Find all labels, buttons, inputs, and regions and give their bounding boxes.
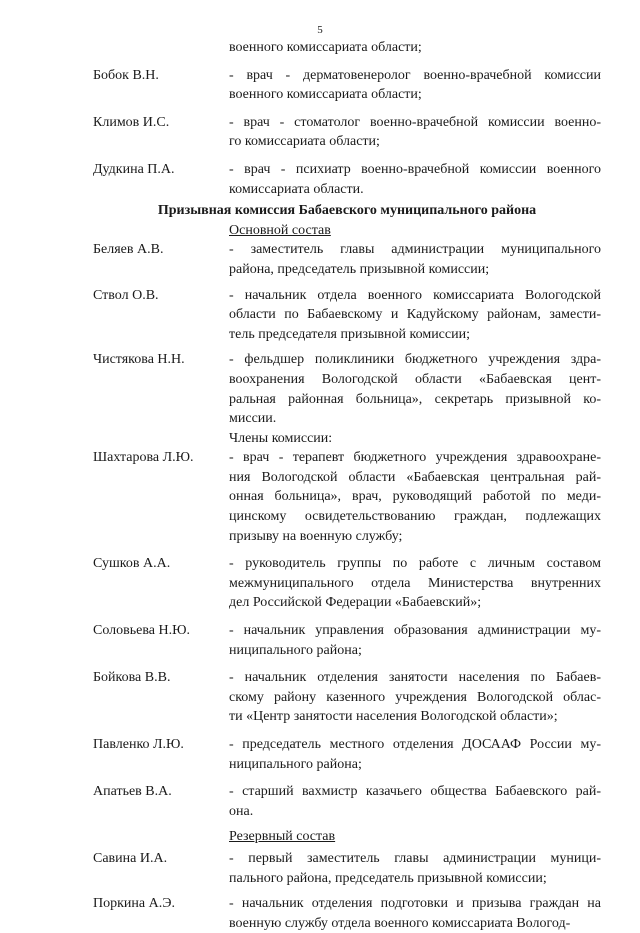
subsection-heading-text: Резервный состав: [229, 829, 336, 845]
role-line: она.: [229, 803, 254, 819]
member-name: Сушков А.А.: [93, 556, 171, 572]
member-role: [229, 66, 601, 105]
member-role: [229, 735, 601, 774]
role-line: комиссариата области.: [229, 181, 364, 197]
member-role: [229, 849, 601, 888]
role-line: межмуниципального отдела Министерства внутренних: [229, 575, 601, 591]
member-entry: [93, 849, 601, 888]
role-line: цинскому освидетельствованию граждан, подлежащих: [229, 509, 601, 525]
member-role: [229, 448, 601, 546]
role-line: скому району казенного учреждения Вологодской облас-: [229, 689, 601, 705]
section-title: Призывная комиссия Бабаевского муниципального района: [157, 203, 537, 219]
role-line: военного комиссариата области;: [229, 40, 422, 55]
member-role: [229, 894, 601, 933]
member-entry: [93, 894, 601, 933]
member-role: [229, 38, 601, 58]
member-role: [229, 350, 601, 428]
role-line: ти «Центр занятости населения Вологодской области»;: [229, 709, 558, 725]
role-line: - врач - психиатр военно-врачебной комиссии военного: [229, 161, 601, 177]
role-line: - начальник управления образования администрации му-: [229, 623, 601, 639]
role-line: ниципального района;: [229, 642, 362, 658]
member-entry: [93, 113, 601, 152]
member-name: Чистякова Н.Н.: [93, 352, 185, 368]
member-name: Ствол О.В.: [93, 287, 159, 303]
member-name: Шахтарова Л.Ю.: [93, 450, 194, 466]
member-name: Апатьев В.А.: [93, 784, 172, 800]
role-line: воохранения Вологодской области «Бабаевская цент-: [229, 371, 601, 387]
role-line: дел Российской Федерации «Бабаевский»;: [229, 595, 482, 611]
member-name: Соловьева Н.Ю.: [93, 623, 190, 639]
member-entry: [93, 38, 601, 58]
role-line: ниципального района;: [229, 756, 362, 772]
subsection-heading: [93, 429, 601, 449]
role-line: - старший вахмистр казачьего общества Бабаевского рай-: [229, 784, 601, 800]
role-line: го комиссариата области;: [229, 134, 380, 150]
document-body: [93, 38, 601, 933]
role-line: пального района, председатель призывной комиссии;: [229, 870, 547, 886]
member-entry: [93, 782, 601, 821]
subsection-heading-text: Члены комиссии:: [229, 430, 333, 446]
member-name: Павленко Л.Ю.: [93, 737, 184, 752]
member-name: Бобок В.Н.: [93, 67, 159, 83]
member-role: [229, 782, 601, 821]
member-entry: [93, 621, 601, 660]
member-role: [229, 668, 601, 727]
role-line: - первый заместитель главы администрации муници-: [229, 850, 601, 866]
member-name: Бойкова В.В.: [93, 670, 171, 686]
role-line: - начальник отдела военного комиссариата Вологодской: [229, 287, 601, 303]
role-line: - заместитель главы администрации муниципального: [229, 242, 601, 258]
role-line: онная больница», врач, руководящий работой по меди-: [229, 489, 601, 505]
member-name: Климов И.С.: [93, 114, 170, 130]
member-entry: [93, 286, 601, 345]
role-line: - председатель местного отделения ДОСААФ России му-: [229, 737, 601, 752]
role-line: области по Бабаевскому и Кадуйскому районам, замести-: [229, 307, 601, 323]
member-role: [229, 113, 601, 152]
role-line: военную службу отдела военного комиссариата Вологод-: [229, 915, 571, 931]
role-line: тель председателя призывной комиссии;: [229, 326, 470, 342]
role-line: - врач - стоматолог военно-врачебной комиссии военно-: [229, 114, 601, 130]
member-entry: [93, 160, 601, 199]
member-name: Поркина А.Э.: [93, 896, 175, 912]
member-entry: [93, 350, 601, 428]
member-role: [229, 160, 601, 199]
member-role: [229, 621, 601, 660]
member-name: Дудкина П.А.: [93, 161, 175, 177]
role-line: - фельдшер поликлиники бюджетного учреждения здра-: [229, 352, 601, 368]
role-line: ральная районная больница», секретарь призывной ко-: [229, 391, 601, 407]
member-role: [229, 554, 601, 613]
member-role: [229, 240, 601, 279]
role-line: миссии.: [229, 411, 277, 427]
subsection-heading: [93, 827, 601, 847]
role-line: - врач - дерматовенеролог военно-врачебной комиссии: [229, 67, 601, 83]
member-entry: [93, 735, 601, 774]
member-entry: [93, 448, 601, 546]
role-line: - начальник отделения занятости населения по Бабаев-: [229, 670, 601, 686]
member-entry: [93, 66, 601, 105]
page-number: 5: [317, 24, 323, 36]
role-line: - начальник отделения подготовки и призыва граждан на: [229, 896, 601, 912]
member-entry: [93, 554, 601, 613]
role-line: военного комиссариата области;: [229, 87, 422, 103]
subsection-heading-text: Основной состав: [229, 222, 331, 238]
role-line: района, председатель призывной комиссии;: [229, 261, 490, 277]
role-line: ния Вологодской области «Бабаевская центральная рай-: [229, 469, 601, 485]
member-entry: [93, 240, 601, 279]
member-role: [229, 286, 601, 345]
role-line: - руководитель группы по работе с личным составом: [229, 556, 601, 572]
role-line: призыву на военную службу;: [229, 528, 403, 544]
member-entry: [93, 668, 601, 727]
role-line: - врач - терапевт бюджетного учреждения здравоохране-: [229, 450, 601, 466]
member-name: Савина И.А.: [93, 850, 168, 866]
subsection-heading: [93, 221, 601, 241]
member-name: Беляев А.В.: [93, 242, 164, 258]
